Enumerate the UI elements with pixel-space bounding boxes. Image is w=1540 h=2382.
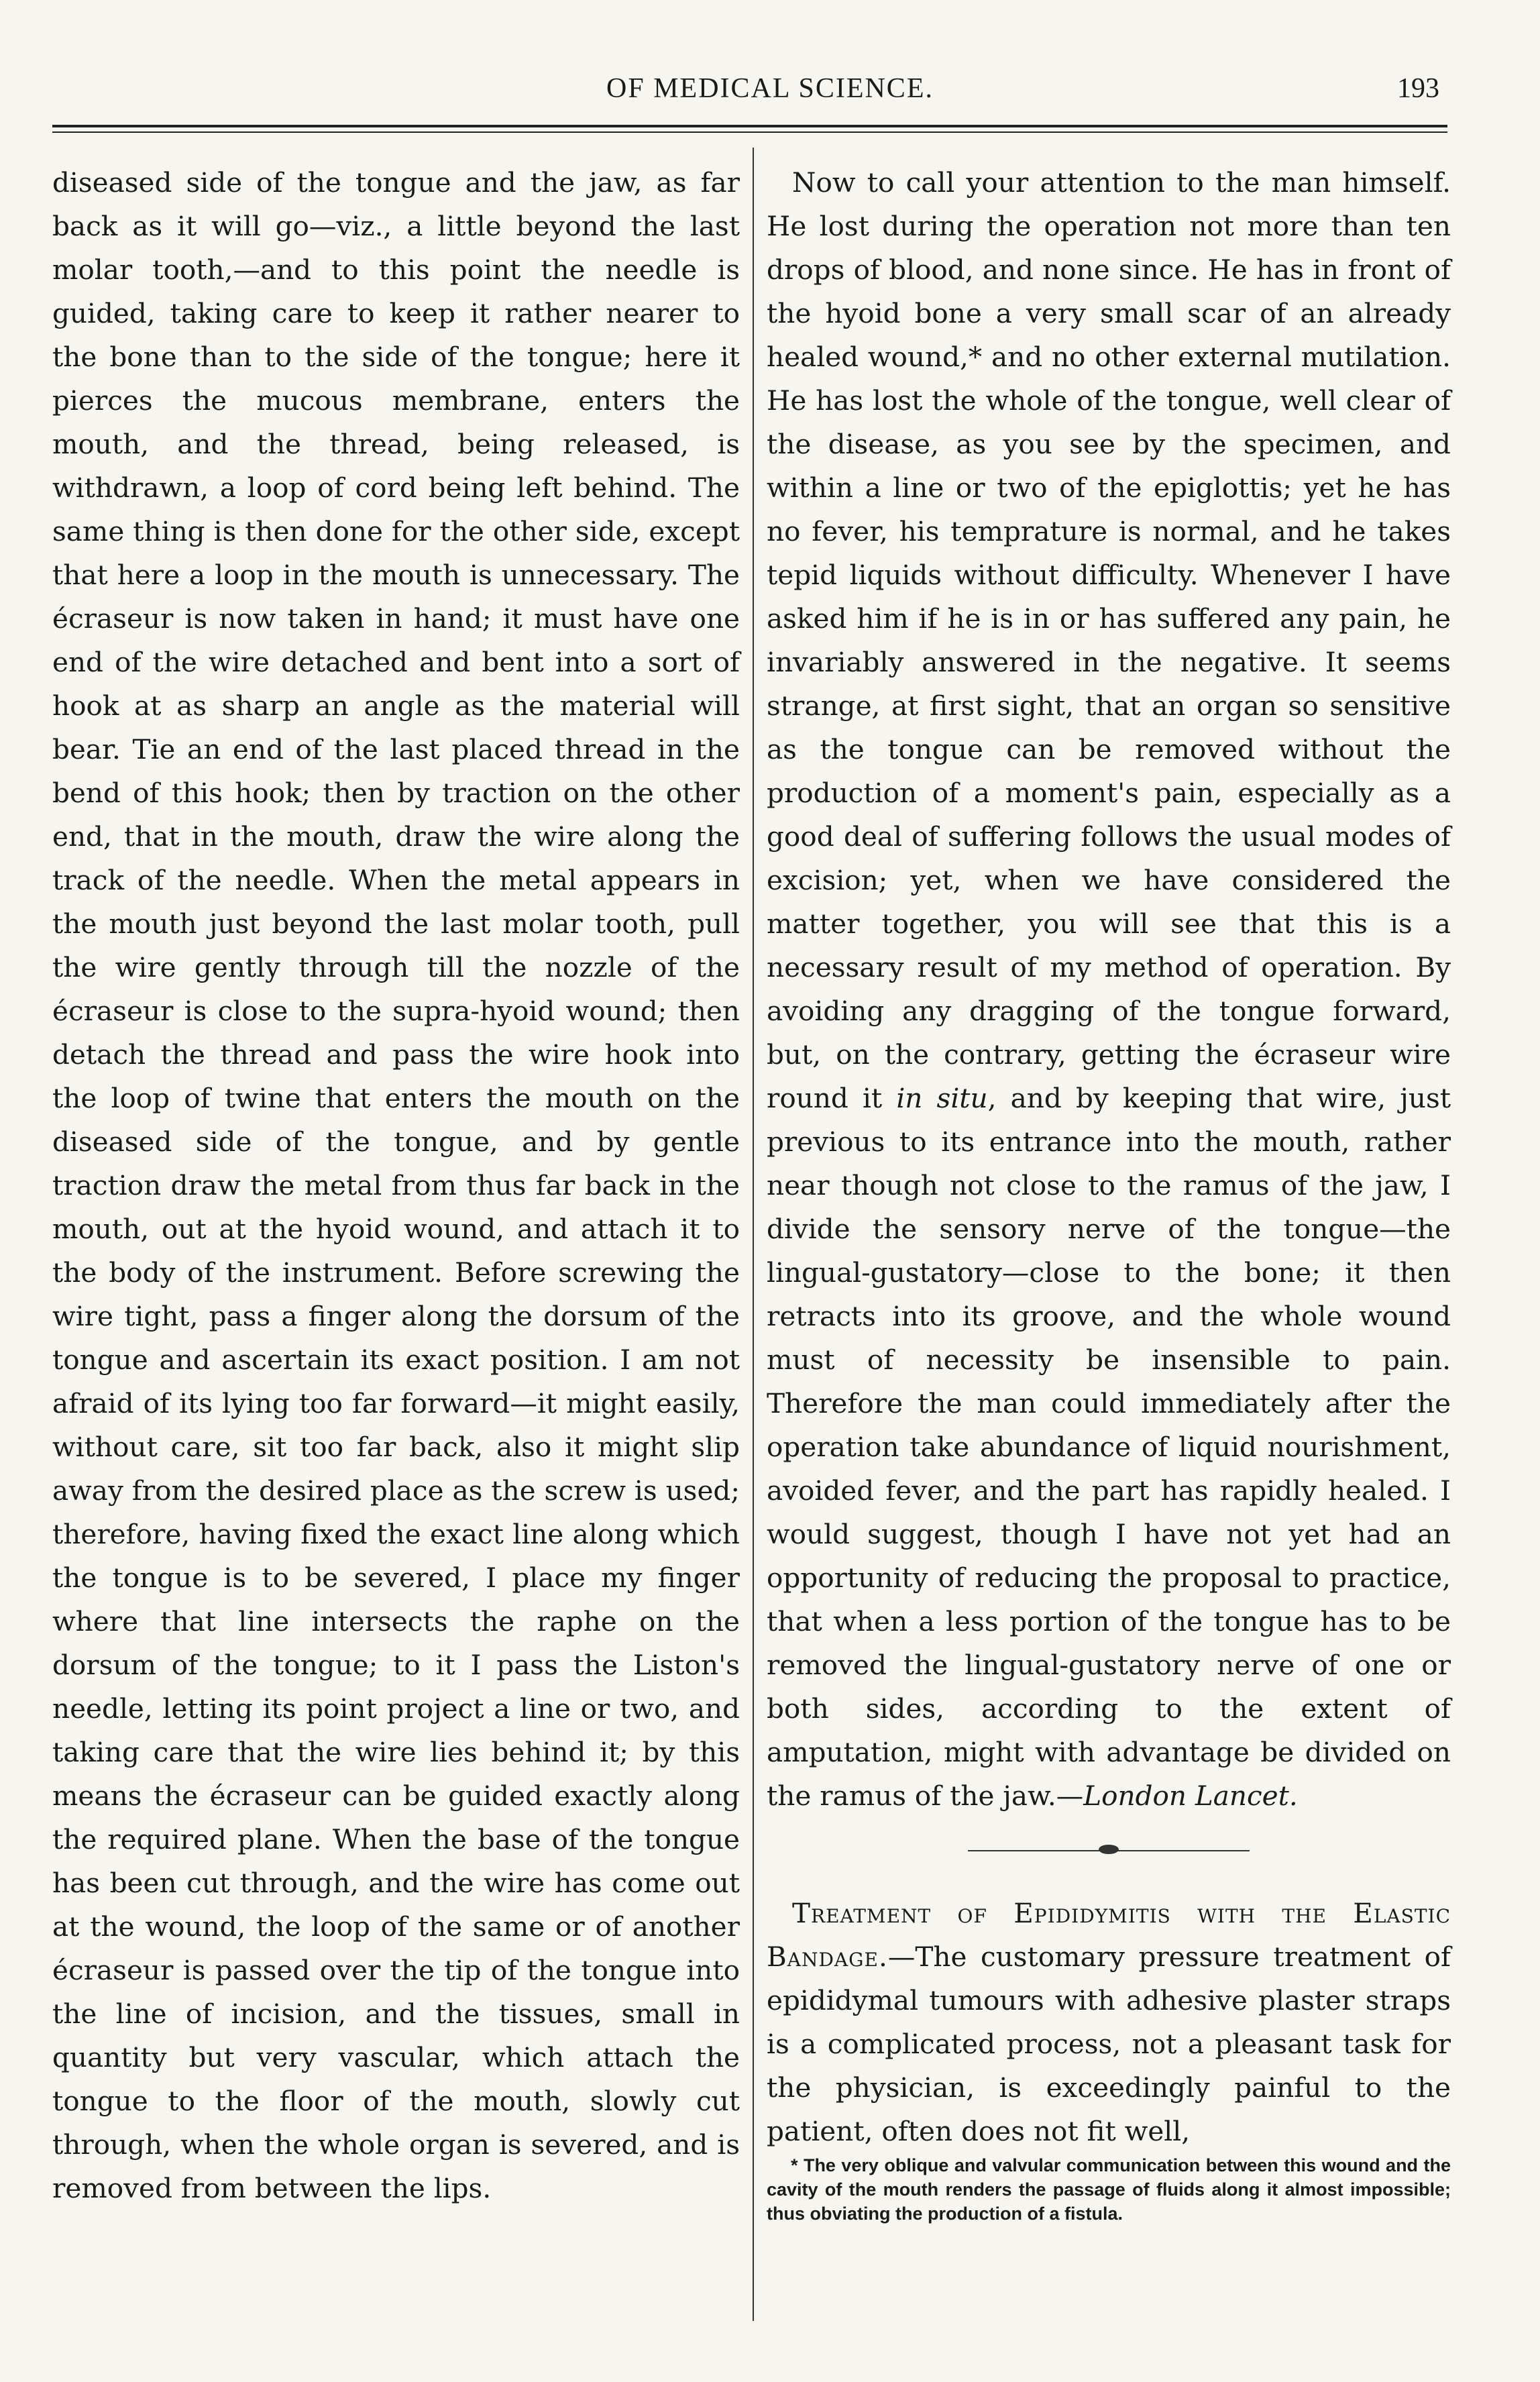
header-rule-thin [52, 131, 1447, 133]
section-ornament [767, 1838, 1451, 1865]
running-head [0, 72, 1540, 113]
running-title: OF MEDICAL SCIENCE. [606, 73, 934, 104]
italic-phrase: in situ [896, 1082, 988, 1114]
article-heading: Treatment of Epididymitis with the Elastic Bandage. [767, 1897, 1451, 1973]
article-closing-paragraph [767, 161, 1451, 1818]
right-column [767, 161, 1451, 2153]
column-divider [753, 148, 754, 2321]
header-rule [52, 125, 1447, 127]
ornament-dot [1099, 1845, 1119, 1854]
footnote [767, 2153, 1451, 2226]
left-column [52, 161, 740, 2210]
left-column-text: diseased side of the tongue and the jaw, as far back as it will go—viz., a little beyond the last molar tooth,—and to this point the needle is guided, taking care to keep it rather nearer to the bone than to the side of the tongue; here it pierces the mucous membrane, enters the mouth, and the thread, being released, is withdrawn, a loop of cord being left behind. The same thing is then done for the other side, except that here a loop in the mouth is unnecessary. The écraseur is now taken in hand; it must have one end of the wire detached and bent into a sort of hook at as sharp an angle as the material will bear. Tie an end of the last placed thread in the bend of this hook; then by traction on the other end, that in the mouth, draw the wire along the track of the needle. When the metal appears in the mouth just beyond the last molar tooth, pull the wire gently through till the nozzle of the écraseur is close to the supra-hyoid wound; then detach the thread and pass the wire hook into the loop of twine that enters the mouth on the diseased side of the tongue, and by gentle traction draw the metal from thus far back in the mouth, out at the hyoid wound, and attach it to the body of the instrument. Before screwing the wire tight, pass a finger along the dorsum of the tongue and ascertain its exact position. I am not afraid of its lying too far forward—it might easily, without care, sit too far back, also it might slip away from the desired place as the screw is used; therefore, having fixed the exact line along which the tongue is to be severed, I place my finger where that line intersects the raphe on the dorsum of the tongue; to it I pass the Liston's needle, letting its point project a line or two, and taking care that the wire lies behind it; by this means the écraseur can be guided exactly along the required plane. When the base of the tongue has been cut through, and the wire has come out at the wound, the loop of the same or of another écraseur is passed over the tip of the tongue into the line of incision, and the tissues, small in quantity but very vascular, which attach the tongue to the floor of the mouth, slowly cut through, when the whole organ is severed, and is removed from between the lips. [52, 166, 740, 2204]
footnote-text: * The very oblique and valvular communication between this wound and the cavity of the mouth renders the passage of fluids along it almost impossible; thus obviating the production of a fistula. [767, 2155, 1451, 2224]
page-number: 193 [1397, 73, 1439, 104]
source-citation: London Lancet. [1083, 1780, 1298, 1812]
paragraph-text-start: Now to call your attention to the man himself. He lost during the operation not more than ten drops of blood, and none since. He has in front of the hyoid bone a very small scar of an already healed wound,* and no other external mutilation. He has lost the whole of the tongue, well clear of the disease, as you see by the specimen, and within a line or two of the epiglottis; yet he has no fever, his temprature is normal, and he takes tepid liquids without difficulty. Whenever I have asked him if he is in or has suffered any pain, he invariably answered in the negative. It seems strange, at first sight, that an organ so sensitive as the tongue can be removed without the production of a moment's pain, especially as a good deal of suffering follows the usual modes of excision; yet, when we have considered the matter together, you will see that this is a necessary result of my method of operation. By avoiding any dragging of the tongue forward, but, on the contrary, getting the écraseur wire round it [767, 166, 1451, 1114]
article-paragraph [767, 1892, 1451, 2153]
article-text: —The customary pressure treatment of epididymal tumours with adhesive plaster straps is a complicated process, not a pleasant task for the physician, is exceedingly painful to the patient, often does not fit well, [767, 1941, 1451, 2147]
paragraph-text-mid: , and by keeping that wire, just previous to its entrance into the mouth, rather near though not close to the ramus of the jaw, I divide the sensory nerve of the tongue—the lingual-gustatory—close to the bone; it then retracts into its groove, and the whole wound must of necessity be insensible to pain. Therefore the man could immediately after the operation take abundance of liquid nourishment, avoided fever, and the part has rapidly healed. I would suggest, though I have not yet had an opportunity of reducing the proposal to practice, that when a less portion of the tongue has to be removed the lingual-gustatory nerve of one or both sides, according to the extent of amputation, might with advantage be divided on the ramus of the jaw.— [767, 1082, 1451, 1812]
